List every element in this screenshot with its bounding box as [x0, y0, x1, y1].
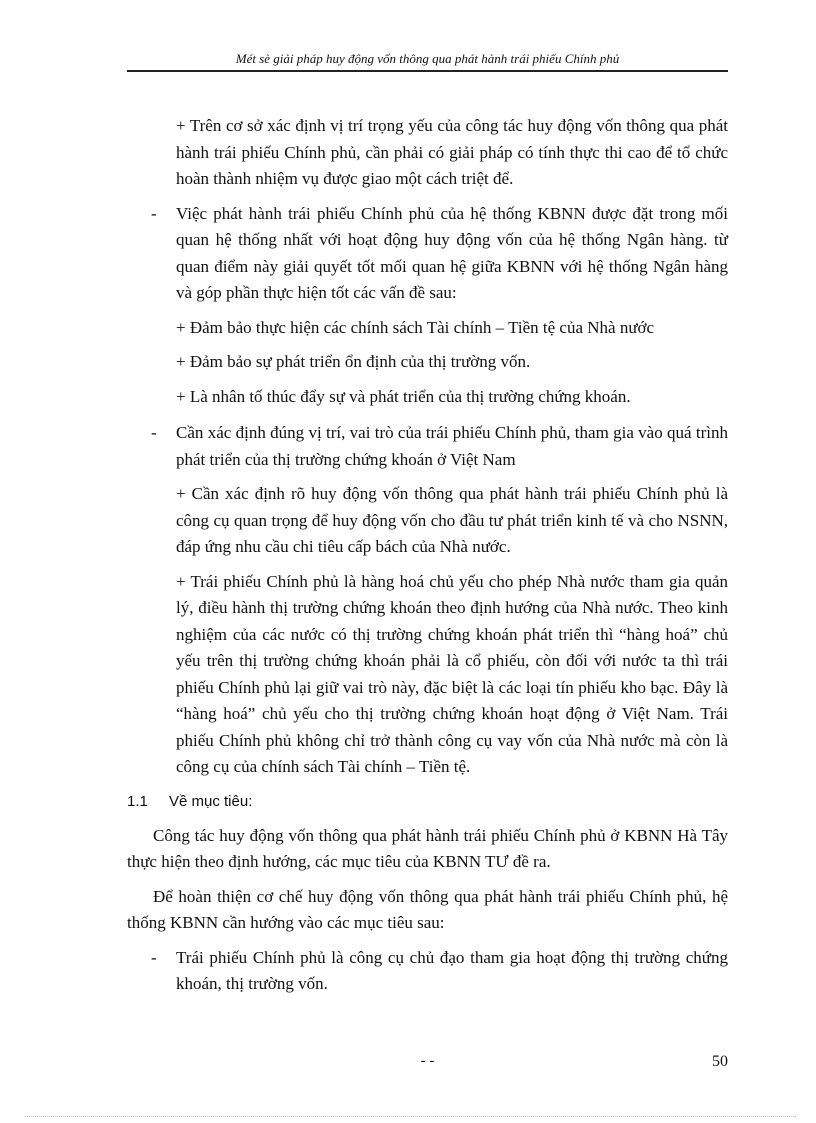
bullet-dash: -	[151, 947, 157, 967]
bottom-dotted-border	[25, 1116, 796, 1117]
bullet-text: Cần xác định đúng vị trí, vai trò của trái phiếu Chính phủ, tham gia vào quá trình phát triển của thị trường chứng khoán ở Việt Nam	[176, 423, 728, 469]
sub-point: + Cần xác định rõ huy động vốn thông qua phát hành trái phiếu Chính phủ là công cụ quan trọng để huy động vốn cho đầu tư phát triển kinh tế và cho NSNN, đáp ứng nhu cầu chi tiêu cấp bách của Nhà nước.	[176, 484, 728, 556]
sub-point: + Đảm bảo sự phát triển ổn định của thị trường vốn.	[176, 352, 531, 371]
section-number: 1.1	[127, 792, 148, 810]
running-header: Mét sè giải pháp huy động vốn thông qua phát hành trái phiếu Chính phủ	[235, 51, 620, 66]
bullet-item	[127, 420, 728, 473]
section-heading	[127, 789, 728, 815]
bullet-dash: -	[151, 423, 157, 442]
document-body	[127, 113, 728, 998]
page-number: 50	[712, 1053, 728, 1070]
paragraph: Công tác huy động vốn thông qua phát hành trái phiếu Chính phủ ở KBNN Hà Tây thực hiện theo định hướng, các mục tiêu của KBNN TƯ đề ra.	[127, 825, 728, 871]
bullet-dash: -	[151, 203, 157, 223]
paragraph: Để hoàn thiện cơ chế huy động vốn thông qua phát hành trái phiếu Chính phủ, hệ thống KBNN cần hướng vào các mục tiêu sau:	[127, 886, 728, 932]
paragraph-solution-intro: + Trên cơ sở xác định vị trí trọng yếu của công tác huy động vốn thông qua phát hành trái phiếu Chính phủ, cần phải có giải pháp có tính thực thi cao để tổ chức hoàn thành nhiệm vụ được giao một cách triệt để.	[176, 116, 728, 188]
section-title: Về mục tiêu:	[169, 792, 253, 810]
bullet-text: Trái phiếu Chính phủ là công cụ chủ đạo tham gia hoạt động thị trường chứng khoán, thị trường vốn.	[176, 947, 728, 993]
sub-point: + Trái phiếu Chính phủ là hàng hoá chủ yếu cho phép Nhà nước tham gia quản lý, điều hành thị trường chứng khoán theo định hướng của Nhà nước. Theo kinh nghiệm của các nước có thị trường chứng khoán phát triển thì “hàng hoá” chủ yếu trên thị trường chứng khoán phải là cổ phiếu, còn đối với nước ta thì trái phiếu Chính phủ lại giữ vai trò này, đặc biệt là các loại tín phiếu kho bạc. Đây là “hàng hoá” chủ yếu cho thị trường chứng khoán hoạt động ở Việt Nam. Trái phiếu Chính phủ không chỉ trở thành công cụ vay vốn của Nhà nước mà còn là công cụ của chính sách Tài chính – Tiền tệ.	[176, 571, 728, 776]
sub-point: + Đảm bảo thực hiện các chính sách Tài chính – Tiền tệ của Nhà nước	[176, 317, 655, 337]
sub-point: + Là nhân tố thúc đẩy sự và phát triển của thị trường chứng khoán.	[176, 386, 631, 406]
bullet-item	[127, 201, 728, 307]
bullet-text: Việc phát hành trái phiếu Chính phủ của hệ thống KBNN được đặt trong mối quan hệ thống nhất với hoạt động huy động vốn của hệ thống Ngân hàng. từ quan điểm này giải quyết tốt mối quan hệ giữa KBNN với hệ thống Ngân hàng và góp phần thực hiện tốt các vấn đề sau:	[176, 203, 728, 302]
footer-dashes: - -	[420, 1053, 435, 1069]
bullet-item	[127, 945, 728, 998]
header-divider	[127, 70, 728, 72]
